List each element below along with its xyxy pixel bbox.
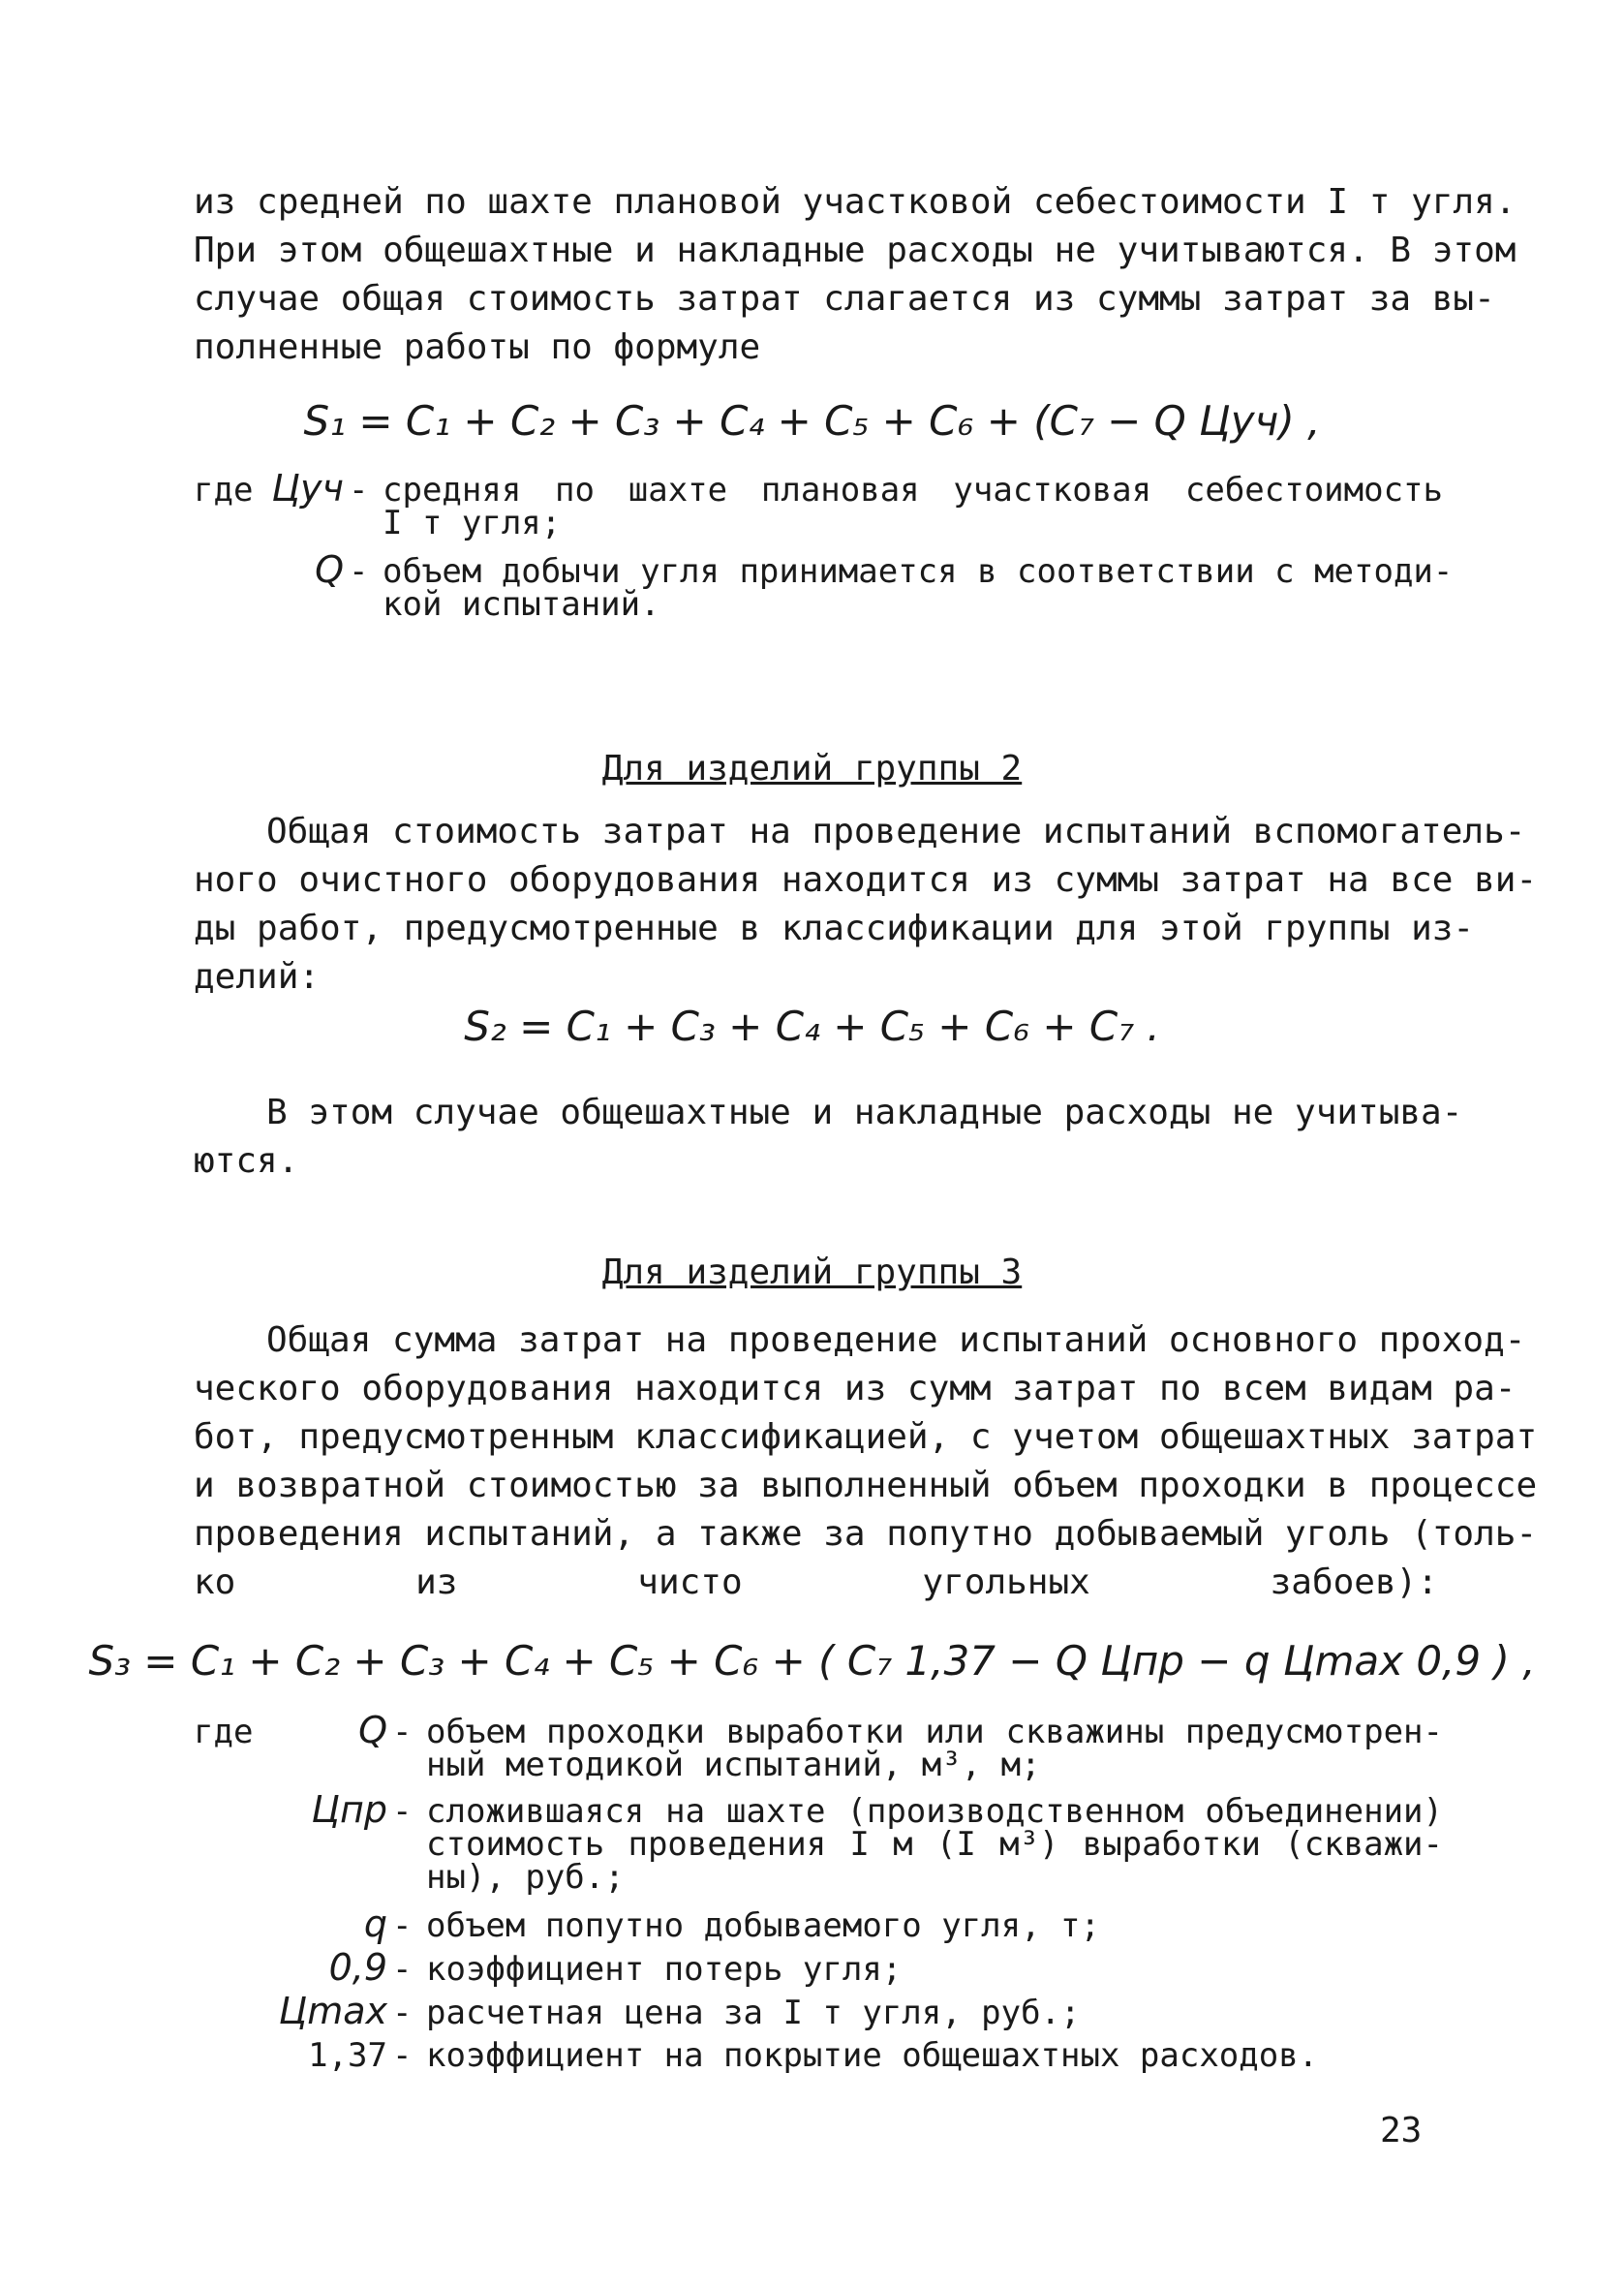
formula-s3: S₃ = C₁ + C₂ + C₃ + C₄ + C₅ + C₆ + ( C₇ 1,37 − Q Цпр − q Цmax 0,9 ) , — [88, 1637, 1536, 1685]
definition-text: кой испытаний. — [383, 585, 660, 624]
text-line: из средней по шахте плановой участковой себестоимости I т угля. — [194, 182, 1517, 222]
definition-text: средняя по шахте плановая участковая себестоимость — [383, 471, 1443, 510]
definition-text: коэффициент на покрытие общешахтных расходов. — [426, 2036, 1319, 2075]
definition-text: стоимость проведения I м (I м³) выработки (скважи- — [426, 1825, 1443, 1864]
definition-symbol: Q — [315, 548, 344, 591]
page-number: 23 — [1380, 2111, 1423, 2150]
definition-text: объем попутно добываемого угля, т; — [426, 1906, 1100, 1945]
text-line: ческого оборудования находится из сумм затрат по всем видам ра- — [194, 1369, 1517, 1408]
definition-text: ный методикой испытаний, м³, м; — [426, 1746, 1041, 1784]
definition-text: объем добычи угля принимается в соответствии с методи- — [383, 552, 1454, 591]
formula-s2: S₂ = C₁ + C₃ + C₄ + C₅ + C₆ + C₇ . — [464, 1003, 1160, 1050]
definition-text: объем проходки выработки или скважины предусмотрен- — [426, 1713, 1443, 1751]
definition-dash: - — [392, 1906, 413, 1945]
formula-s1: S₁ = C₁ + C₂ + C₃ + C₄ + C₅ + C₆ + (C₇ − Q Цуч) , — [303, 397, 1321, 445]
where-label: где — [194, 471, 254, 510]
text-line: бот, предусмотренным классификацией, с учетом общешахтных затрат — [194, 1417, 1538, 1457]
text-line: ются. — [194, 1141, 299, 1181]
definition-dash: - — [392, 1792, 413, 1831]
text-line: случае общая стоимость затрат слагается из суммы затрат за вы- — [194, 279, 1495, 319]
text-line: ды работ, предусмотренные в классификации для этой группы из- — [194, 909, 1475, 948]
text-line: При этом общешахтные и накладные расходы не учитываются. В этом — [194, 231, 1517, 270]
text-line: полненные работы по формуле — [194, 327, 761, 367]
definition-dash: - — [392, 1713, 413, 1751]
definition-symbol: Цуч — [271, 467, 344, 510]
definition-text: расчетная цена за I т угля, руб.; — [426, 1994, 1081, 2032]
text-line: и возвратной стоимостью за выполненный объем проходки в процессе — [194, 1466, 1538, 1505]
definition-symbol: Цmax — [278, 1990, 387, 2032]
where-label: где — [194, 1713, 254, 1751]
definition-symbol: Q — [358, 1709, 387, 1751]
text-line: делий: — [194, 957, 321, 997]
definition-symbol: Цпр — [311, 1788, 387, 1831]
section-heading-group-2: Для изделий группы 2 — [601, 749, 1023, 789]
definition-text: сложившаяся на шахте (производственном объединении) — [426, 1792, 1443, 1831]
definition-symbol: 0,9 — [328, 1946, 387, 1989]
text-line: Общая сумма затрат на проведение испытаний основного проход- — [266, 1320, 1526, 1360]
definition-dash: - — [349, 471, 369, 510]
text-line: проведения испытаний, а также за попутно добываемый уголь (толь- — [194, 1514, 1538, 1554]
text-line: ного очистного оборудования находится из суммы затрат на все ви- — [194, 860, 1538, 900]
text-line: В этом случае общешахтные и накладные расходы не учитыва- — [266, 1093, 1463, 1132]
definition-dash: - — [392, 1994, 413, 2032]
definition-text: I т угля; — [383, 504, 562, 542]
definition-symbol: 1,37 — [308, 2036, 387, 2075]
definition-dash: - — [349, 552, 369, 591]
text-line: ко из чисто угольных забоев): — [194, 1562, 1438, 1602]
definition-symbol: q — [363, 1902, 387, 1945]
definition-text: коэффициент потерь угля; — [426, 1950, 903, 1989]
section-heading-group-3: Для изделий группы 3 — [601, 1253, 1023, 1292]
definition-dash: - — [392, 2036, 413, 2075]
definition-text: ны), руб.; — [426, 1858, 625, 1897]
definition-dash: - — [392, 1950, 413, 1989]
text-line: Общая стоимость затрат на проведение испытаний вспомогатель- — [266, 812, 1526, 851]
